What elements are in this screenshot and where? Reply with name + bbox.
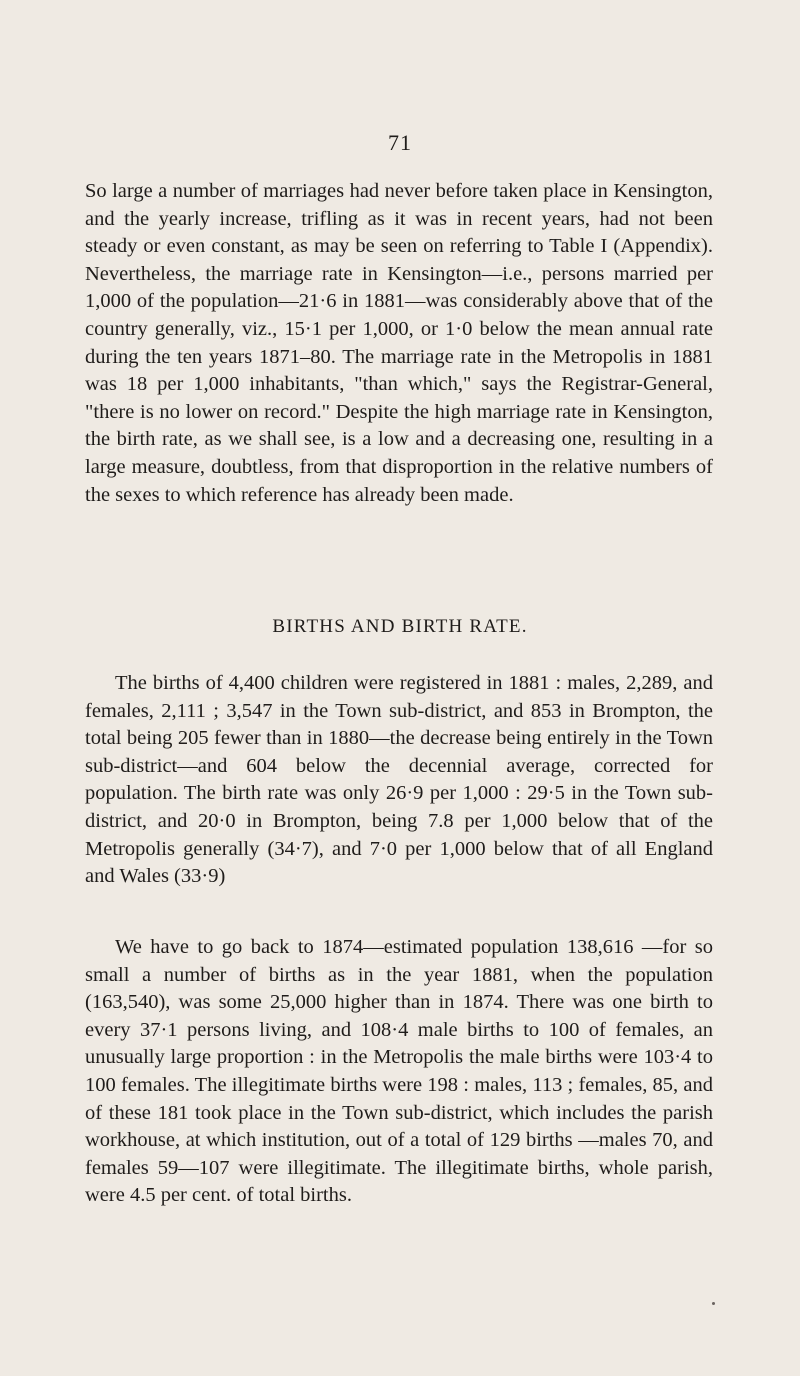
section-heading: BIRTHS AND BIRTH RATE. (272, 616, 528, 637)
paper-speck (712, 1302, 715, 1305)
paragraph-illegitimate-births: We have to go back to 1874—estimated population 138,616 —for so small a number of births as in the year 1881, when the population (163,540), was some 25,000 higher than in 1874. There was one birth to every 37·1 persons living, and 108·4 male births to 100 of females, an unusually large proportion : in the Metropolis the male births were 103·4 to 100 females. The illegitimate births were 198 : males, 113 ; females, 85, and of these 181 took place in the Town sub-district, which includes the parish workhouse, at which institution, out of a total of 129 births —males 70, and females 59—107 were illegitimate. The illegitimate births, whole parish, were 4.5 per cent. of total births. (85, 936, 713, 1207)
paragraph-marriage-rate: So large a number of marriages had never before taken place in Kensington, and the yearly increase, trifling as it was in recent years, had not been steady or even constant, as may be seen on referring to Table I (Appendix). Nevertheless, the marriage rate in Kensington—i.e., persons married per 1,000 of the population—21·6 in 1881—was considerably above that of the country generally, viz., 15·1 per 1,000, or 1·0 below the mean annual rate during the ten years 1871–80. The marriage rate in the Metropolis in 1881 was 18 per 1,000 inhabitants, "than which," says the Registrar-General, "there is no lower on record." Despite the high marriage rate in Kensington, the birth rate, as we shall see, is a low and a decreasing one, resulting in a large measure, doubtless, from that disproportion in the relative numbers of the sexes to which reference has already been made. (85, 180, 713, 506)
paragraph-births-1881: The births of 4,400 children were registered in 1881 : males, 2,289, and females, 2,111 ; 3,547 in the Town sub-district, and 853 in Brompton, the total being 205 fewer than in 1880—the decrease being entirely in the Town sub-district—and 604 below the decennial average, corrected for population. The birth rate was only 26·9 per 1,000 : 29·5 in the Town sub-district, and 20·0 in Brompton, being 7.8 per 1,000 below that of the Metropolis generally (34·7), and 7·0 per 1,000 below that of all England and Wales (33·9) (85, 672, 713, 888)
page-number: 71 (388, 130, 412, 155)
